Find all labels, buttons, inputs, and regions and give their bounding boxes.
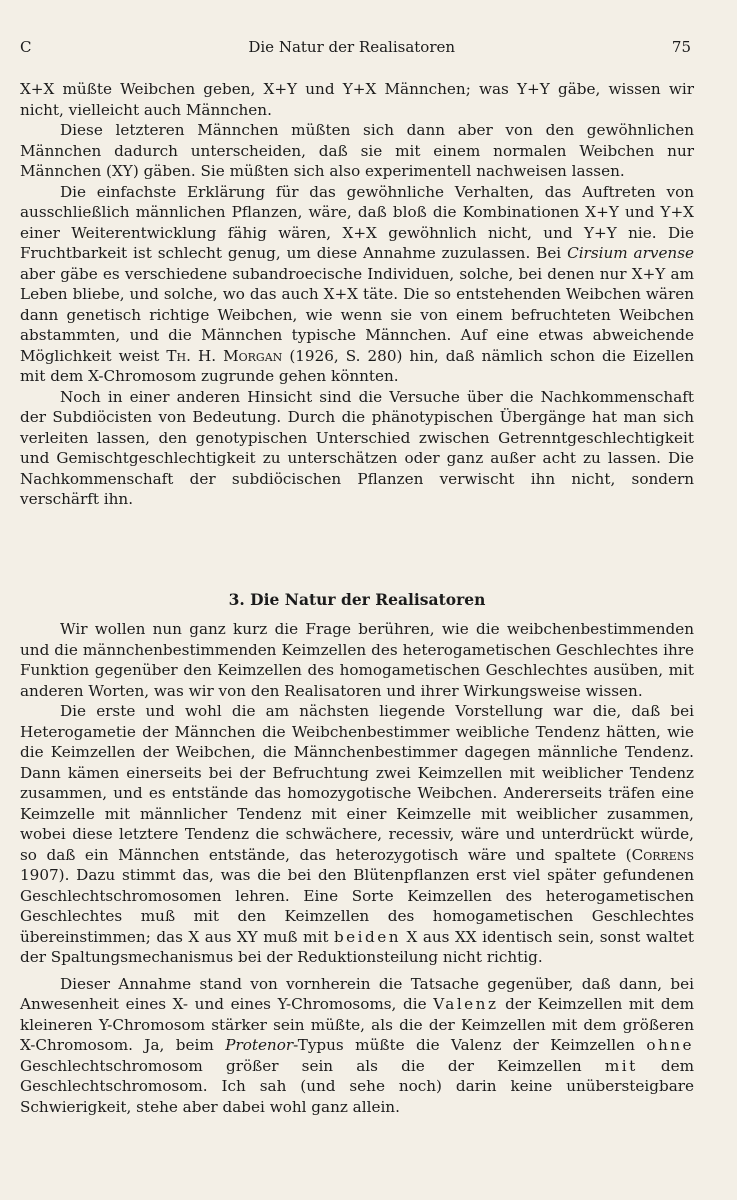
emphasis-spaced: mit	[604, 1056, 638, 1075]
paragraph-2: Diese letzteren Männchen müßten sich dann aber von den gewöhnlichen Männchen dadurch unterscheiden, daß sie mit einem normalen Weibchen nur Männchen (XY) gäben. Sie müßten sich also experimentell nachweisen lassen.	[20, 121, 694, 180]
paragraph-7	[20, 974, 694, 1118]
p3-text-a: Die einfachste Erklärung für das gewöhnliche Verhalten, das Auftreten von ausschließlich männlichen Pflanzen, wäre, daß bloß die Kombinationen X+Y und Y+X einer Weiterentwicklung fähig wären, X+X gewöhnlich nicht, und Y+Y nie. Die Fruchtbarkeit ist schlecht genug, um diese Annahme zuzulassen. Bei	[20, 182, 694, 262]
section-heading: 3. Die Natur der Realisatoren	[228, 590, 486, 609]
p6-text-c: 1907). Dazu stimmt das, was die bei den Blütenpflanzen erst viel später gefundenen Geschlechtschromosomen lehren. Eine Sorte Keimzellen des heterogametischen Geschlechtes muß mit den Keimzellen des homogametischen Geschlechtes übereinstimmen; das X aus XY muß mit	[20, 866, 694, 946]
emphasis-spaced: Valenz	[433, 995, 499, 1013]
paragraph-4: Noch in einer anderen Hinsicht sind die Versuche über die Nachkommenschaft der Subdiöcisten von Bedeutung. Durch die phänotypischen Übergänge hat man sich verleiten lassen, den genotypischen Unterschied zwischen Getrenntgeschlechtigkeit und Gemischtgeschlechtigkeit zu unterschätzen oder ganz außer acht zu lassen. Die Nachkommenschaft der subdiöcischen Pflanzen verwischt ihn nicht, sondern verschärft ihn.	[20, 387, 694, 508]
paragraph-6	[20, 701, 694, 968]
p7-text-a: Dieser Annahme stand von vornherein die Tatsache gegenüber, daß dann, bei Anwesenheit eines X- und eines Y-Chromosoms, die	[20, 974, 694, 1013]
p3-text-c: aber gäbe es verschiedene subandroecische Individuen, solche, bei denen nur X+Y am Leben bliebe, und solche, wo das auch X+X täte. Die so entstehenden Weibchen wären dann genetisch richtige Weibchen, wie wenn sie von einem befruchteten Weibchen abstammten, und die Männchen typische Männchen. Auf eine etwas abweichende Möglichkeit weist	[20, 264, 694, 365]
type-name: Protenor	[225, 1036, 294, 1054]
p7-text-i: dem Geschlechtschromosom. Ich sah (und sehe noch) darin keine unübersteigbare Schwierigkeit, stehe aber dabei wohl ganz allein.	[20, 1056, 694, 1116]
author-citation: Correns	[631, 845, 694, 864]
paragraph-1: X+X müßte Weibchen geben, X+Y und Y+X Männchen; was Y+Y gäbe, wissen wir nicht, vielleicht auch Männchen.	[20, 80, 694, 119]
p6-text-a: Die erste und wohl die am nächsten liegende Vorstellung war die, daß bei Heterogametie der Männchen die Weibchenbestimmer weibliche Tendenz hätten, wie die Keimzellen der Weibchen, die Männchenbestimmer dagegen männliche Tendenz. Dann kämen einerseits bei der Befruchtung zwei Keimzellen mit weiblicher Tendenz zusammen, und es entstände das homozygotische Weibchen. Andererseits träfen eine Keimzelle mit männlicher Tendenz mit einer Keimzelle mit weiblicher zusammen, wobei diese letztere Tendenz die schwächere, recessiv, wäre und unterdrückt würde, so daß ein Männchen entstände, das heterozygotisch wäre und spaltete (	[20, 702, 694, 864]
emphasis-spaced: beiden	[333, 927, 401, 946]
page-number: 75	[671, 38, 691, 56]
header-left-mark: C	[20, 38, 32, 56]
species-name: Cirsium arvense	[567, 244, 694, 262]
p6-text-e: X aus XX identisch sein, sonst waltet der Spaltungsmechanismus bei der Reduktionsteilung nicht richtig.	[20, 927, 694, 966]
author-citation: Th. H. Morgan	[166, 346, 283, 365]
p7-text-g: Geschlechtschromosom größer sein als die der Keimzellen	[20, 1056, 605, 1075]
paragraph-3	[20, 182, 694, 387]
body-text-section-3	[20, 619, 694, 1117]
body-text-top	[20, 79, 694, 510]
p3-text-e: (1926, S. 280) hin, daß nämlich schon die Eizellen mit dem X-Chromosom zugrunde gehen könnten.	[20, 346, 695, 385]
running-title: Die Natur der Realisatoren	[248, 38, 456, 56]
emphasis-spaced: ohne	[646, 1036, 695, 1054]
p7-text-e: -Typus müßte die Valenz der Keimzellen	[293, 1036, 647, 1054]
paragraph-5: Wir wollen nun ganz kurz die Frage berühren, wie die weibchenbestimmenden und die männchenbestimmenden Keimzellen des heterogametischen Geschlechtes ihre Funktion gegenüber den Keimzellen des homogametischen Geschlechtes ausüben, mit anderen Worten, was wir von den Realisatoren und ihrer Wirkungsweise wissen.	[20, 620, 694, 700]
p7-text-c: der Keimzellen mit dem kleineren Y-Chromosom stärker sein müßte, als die der Keimzellen mit dem größeren X-Chromosom. Ja, beim	[20, 995, 694, 1054]
running-header	[20, 38, 691, 56]
